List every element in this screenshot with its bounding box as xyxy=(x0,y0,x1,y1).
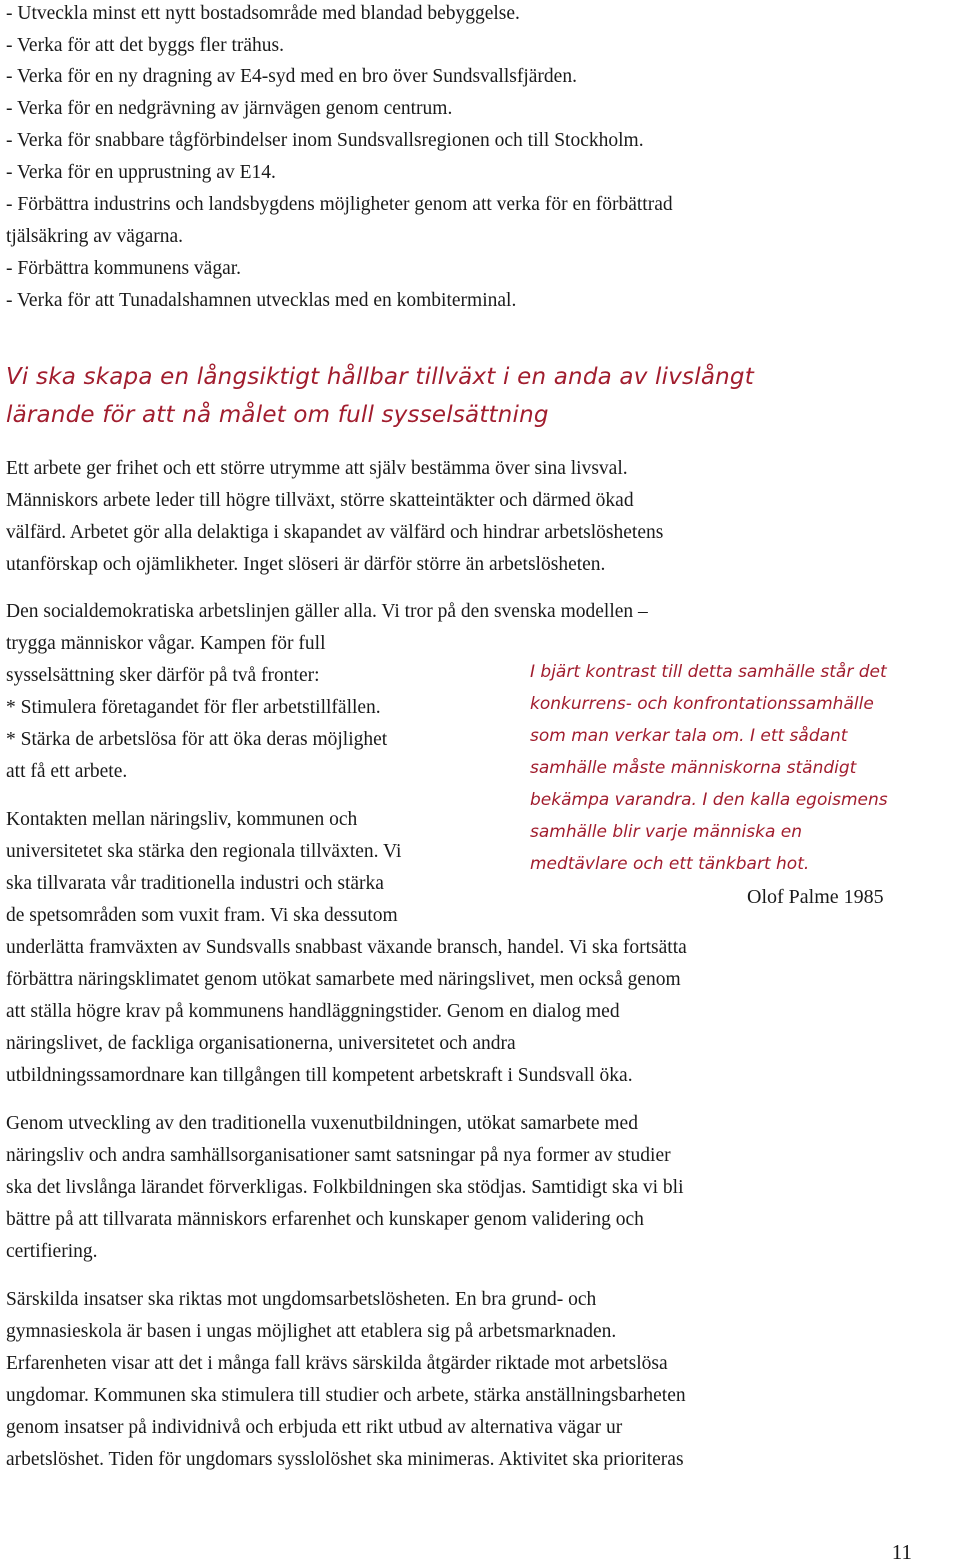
text-line: arbetslöshet. Tiden för ungdomars sysslolöshet ska minimeras. Aktivitet ska prioriteras xyxy=(6,1449,684,1470)
text-line: förbättra näringsklimatet genom utökat samarbete med näringslivet, men också genom xyxy=(6,969,681,990)
quote-line: medtävlare och ett tänkbart hot. xyxy=(530,854,810,874)
bullet-item: - Verka för en upprustning av E14. xyxy=(6,162,276,183)
text-line: * Stimulera företagandet för fler arbetstillfällen. xyxy=(6,697,381,718)
bullet-item: - Förbättra kommunens vägar. xyxy=(6,258,242,279)
text-line: bättre på att tillvarata människors erfarenhet och kunskaper genom validering och xyxy=(6,1209,644,1230)
text-line: välfärd. Arbetet gör alla delaktiga i skapandet av välfärd och hindrar arbetslöshetens xyxy=(6,522,664,543)
text-line: ungdomar. Kommunen ska stimulera till studier och arbete, stärka anställningsbarheten xyxy=(6,1385,686,1406)
quote-line: I bjärt kontrast till detta samhälle står det xyxy=(530,662,887,682)
bullet-item: - Utveckla minst ett nytt bostadsområde med blandad bebyggelse. xyxy=(6,3,520,24)
text-line: certifiering. xyxy=(6,1241,98,1262)
bullet-item: - Verka för en ny dragning av E4-syd med en bro över Sundsvallsfjärden. xyxy=(6,66,577,87)
text-line: sysselsättning sker därför på två fronter: xyxy=(6,665,320,686)
heading-line: Vi ska skapa en långsiktigt hållbar tillväxt i en anda av livslångt xyxy=(6,364,754,390)
text-line: gymnasieskola är basen i ungas möjlighet att etablera sig på arbetsmarknaden. xyxy=(6,1321,617,1342)
text-line: Genom utveckling av den traditionella vuxenutbildningen, utökat samarbete med xyxy=(6,1113,638,1134)
text-line: genom insatser på individnivå och erbjuda ett rikt utbud av alternativa vägar ur xyxy=(6,1417,623,1438)
text-line: näringsliv och andra samhällsorganisationer samt satsningar på nya former av studier xyxy=(6,1145,671,1166)
text-line: Kontakten mellan näringsliv, kommunen och xyxy=(6,809,358,830)
text-line: Särskilda insatser ska riktas mot ungdomsarbetslösheten. En bra grund- och xyxy=(6,1289,597,1310)
bullet-item: - Verka för att Tunadalshamnen utvecklas med en kombiterminal. xyxy=(6,290,517,311)
text-line: näringslivet, de fackliga organisationerna, universitetet och andra xyxy=(6,1033,516,1054)
bullet-item: - Verka för snabbare tågförbindelser inom Sundsvallsregionen och till Stockholm. xyxy=(6,130,644,151)
text-line: att få ett arbete. xyxy=(6,761,128,782)
text-line: Ett arbete ger frihet och ett större utrymme att själv bestämma över sina livsval. xyxy=(6,458,628,479)
text-line: * Stärka de arbetslösa för att öka deras möjlighet xyxy=(6,729,388,750)
text-line: Erfarenheten visar att det i många fall krävs särskilda åtgärder riktade mot arbetslösa xyxy=(6,1353,668,1374)
quote-line: samhälle måste människorna ständigt xyxy=(530,758,857,778)
text-line: Den socialdemokratiska arbetslinjen gäller alla. Vi tror på den svenska modellen – xyxy=(6,601,648,622)
quote-line: samhälle blir varje människa en xyxy=(530,822,803,842)
text-line: utbildningssamordnare kan tillgången till kompetent arbetskraft i Sundsvall öka. xyxy=(6,1065,633,1086)
quote-line: som man verkar tala om. I ett sådant xyxy=(530,726,848,746)
text-line: Människors arbete leder till högre tillväxt, större skatteintäkter och därmed ökad xyxy=(6,490,634,511)
text-line: ska det livslånga lärandet förverkligas. Folkbildningen ska stödjas. Samtidigt ska vi bli xyxy=(6,1177,684,1198)
text-line: universitetet ska stärka den regionala tillväxten. Vi xyxy=(6,841,402,862)
text-line: utanförskap och ojämlikheter. Inget slöseri är därför större än arbetslösheten. xyxy=(6,554,606,575)
bullet-item: tjälsäkring av vägarna. xyxy=(6,226,184,247)
quote-line: konkurrens- och konfrontationssamhälle xyxy=(530,694,874,714)
text-line: trygga människor vågar. Kampen för full xyxy=(6,633,326,654)
quote-line: bekämpa varandra. I den kalla egoismens xyxy=(530,790,888,810)
text-line: ska tillvarata vår traditionella industri och stärka xyxy=(6,873,384,894)
page-number: 11 xyxy=(891,1540,912,1564)
heading-line: lärande för att nå målet om full sysselsättning xyxy=(6,402,549,428)
bullet-item: - Förbättra industrins och landsbygdens möjligheter genom att verka för en förbättrad xyxy=(6,194,673,215)
text-line: att ställa högre krav på kommunens handläggningstider. Genom en dialog med xyxy=(6,1001,620,1022)
text-line: underlätta framväxten av Sundsvalls snabbast växande bransch, handel. Vi ska fortsätta xyxy=(6,937,687,958)
text-line: de spetsområden som vuxit fram. Vi ska dessutom xyxy=(6,905,398,926)
quote-author: Olof Palme 1985 xyxy=(747,886,884,908)
bullet-item: - Verka för en nedgrävning av järnvägen genom centrum. xyxy=(6,98,453,119)
bullet-item: - Verka för att det byggs fler trähus. xyxy=(6,35,284,56)
